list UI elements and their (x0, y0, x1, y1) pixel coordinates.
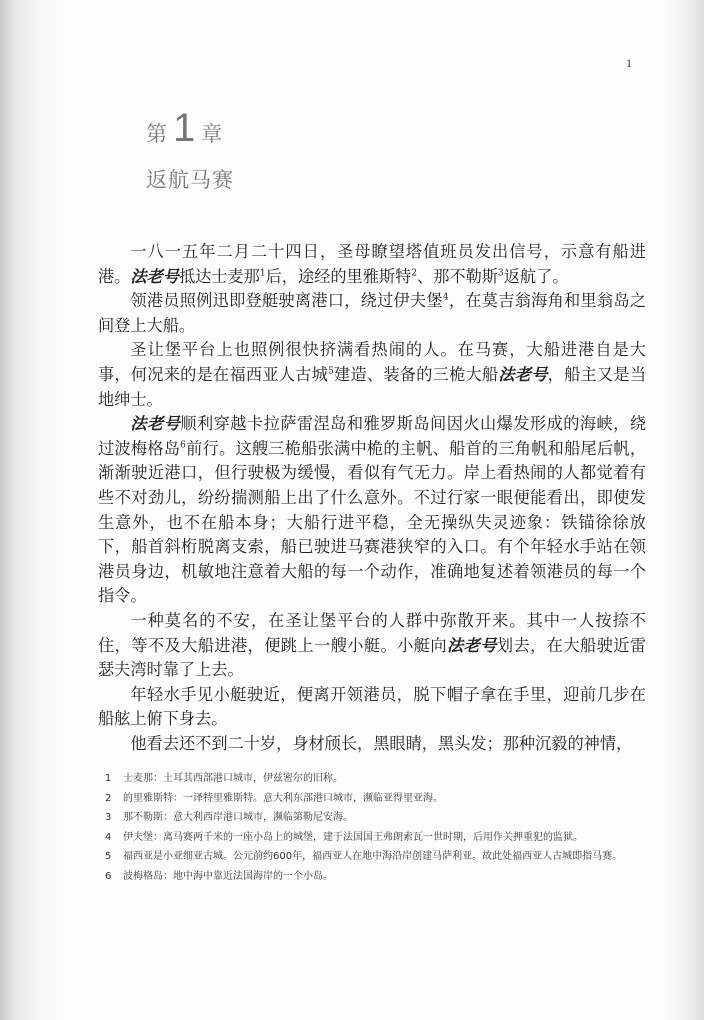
paragraph (98, 338, 646, 412)
paragraph (98, 609, 646, 683)
text-run: 抵达士麦那 (178, 266, 260, 286)
text-run: ，在莫吉翁海角和里翁岛之间登上大船。 (98, 291, 647, 335)
text-run: 返航了。 (503, 266, 569, 286)
chapter-number: 1 (173, 106, 196, 150)
footnote (105, 789, 665, 809)
paragraph (98, 683, 646, 732)
chapter-title: 返航马赛 (146, 168, 234, 192)
ship-name: 法老号 (498, 364, 548, 384)
paragraph (98, 289, 646, 338)
footnote-text: 士麦那：土耳其西部港口城市，伊兹密尔的旧称。 (123, 773, 343, 784)
ship-name: 法老号 (447, 635, 497, 655)
paragraph (98, 240, 646, 289)
text-run: 顺利穿越卡拉萨雷涅岛和雅罗斯岛间因火山爆发形成的海峡，绕过波梅格岛 (98, 414, 647, 458)
paragraph (98, 412, 646, 609)
chapter-suffix: 章 (201, 122, 223, 146)
text-run: 后，途经的里雅斯特 (265, 266, 412, 286)
footnote-text: 波梅格岛：地中海中靠近法国海岸的一个小岛。 (123, 870, 333, 882)
footnote-number: 3 (105, 812, 112, 823)
chapter-heading (146, 106, 222, 152)
footnote (105, 867, 665, 887)
footnote-marker: 6 (180, 440, 186, 451)
ship-name: 法老号 (130, 266, 179, 286)
footnote-number: 5 (105, 851, 112, 862)
text-run: 建造、装备的三桅大船 (333, 364, 499, 384)
text-run: ，船主又是当地绅士。 (98, 364, 647, 409)
chapter-prefix: 第 (146, 122, 167, 146)
footnote-marker: 1 (259, 268, 266, 279)
text-run: 划去，在大船驶近雷瑟夫湾时靠了上去。 (98, 635, 647, 680)
text-run: 、那不勒斯 (417, 266, 498, 286)
footnote-text: 那不勒斯：意大利西岸港口城市，濒临第勒尼安海。 (123, 812, 353, 823)
footnote-marker: 3 (497, 268, 504, 279)
text-run: 领港员照例迅即登艇驶离港口，绕过伊夫堡 (130, 291, 443, 311)
footnote-text: 福西亚是小亚细亚古城。公元前约600年，福西亚人在地中海沿岸创建马萨利亚。故此处福西亚人古城即指马赛。 (123, 851, 623, 862)
footnote-number: 1 (105, 773, 112, 784)
footnote (105, 808, 665, 828)
text-run: 他看去还不到二十岁，身材颀长，黑眼睛，黑头发；那种沉毅的神情， (130, 733, 633, 753)
text-run: 年轻水手见小艇驶近，便离开领港员，脱下帽子拿在手里，迎前几步在船舷上俯下身去。 (98, 684, 646, 729)
ship-name: 法老号 (130, 414, 181, 434)
footnote-marker: 4 (442, 292, 449, 303)
footnotes (105, 769, 665, 886)
text-run: 圣让堡平台上也照例很快挤满看热闹的人。在马赛，大船进港自是大事，何况来的是在福西亚人古城 (98, 340, 646, 384)
footnote-marker: 5 (328, 366, 334, 377)
footnote (105, 847, 665, 867)
paragraph (98, 732, 646, 757)
footnote-number: 4 (105, 831, 112, 843)
footnote-marker: 2 (411, 268, 418, 279)
text-run: 前行。这艘三桅船张满中桅的主帆、船首的三角帆和船尾后帆，渐渐驶近港口，但行驶极为缓慢，看似有气无力。岸上看热闹的人都觉着有些不对劲儿，纷纷揣测船上出了什么意外。不过行家一眼便能看出，即使发生意外，也不在船本身；大船行进平稳，全无操纵失灵迹象：铁锚徐徐放下，船首斜桁脱离支索，船已驶进马赛港狭窄的入口。有个年轻水手站在领港员身边，机敏地注意着大船的每一个动作，准确地复述着领港员的每一个指令。 (98, 438, 647, 606)
footnote-text: 的里雅斯特：一译特里雅斯特。意大利东部港口城市，濒临亚得里亚海。 (123, 792, 443, 804)
footnote-number: 6 (105, 870, 112, 882)
footnote (105, 769, 665, 789)
footnote-number: 2 (105, 792, 112, 804)
footnote (105, 828, 665, 848)
page-number: 1 (626, 56, 632, 70)
text-run: 一种莫名的不安，在圣让堡平台的人群中弥散开来。其中一人按捺不住，等不及大船进港，便跳上一艘小艇。小艇向 (98, 610, 646, 655)
text-run: 一八一五年二月二十四日，圣母瞭望塔值班员发出信号，示意有船进港。 (98, 242, 646, 286)
body-text (98, 240, 646, 756)
footnote-text: 伊夫堡：离马赛两千米的一座小岛上的城堡，建于法国国王弗朗索瓦一世时期，后用作关押重犯的监狱。 (123, 831, 583, 843)
